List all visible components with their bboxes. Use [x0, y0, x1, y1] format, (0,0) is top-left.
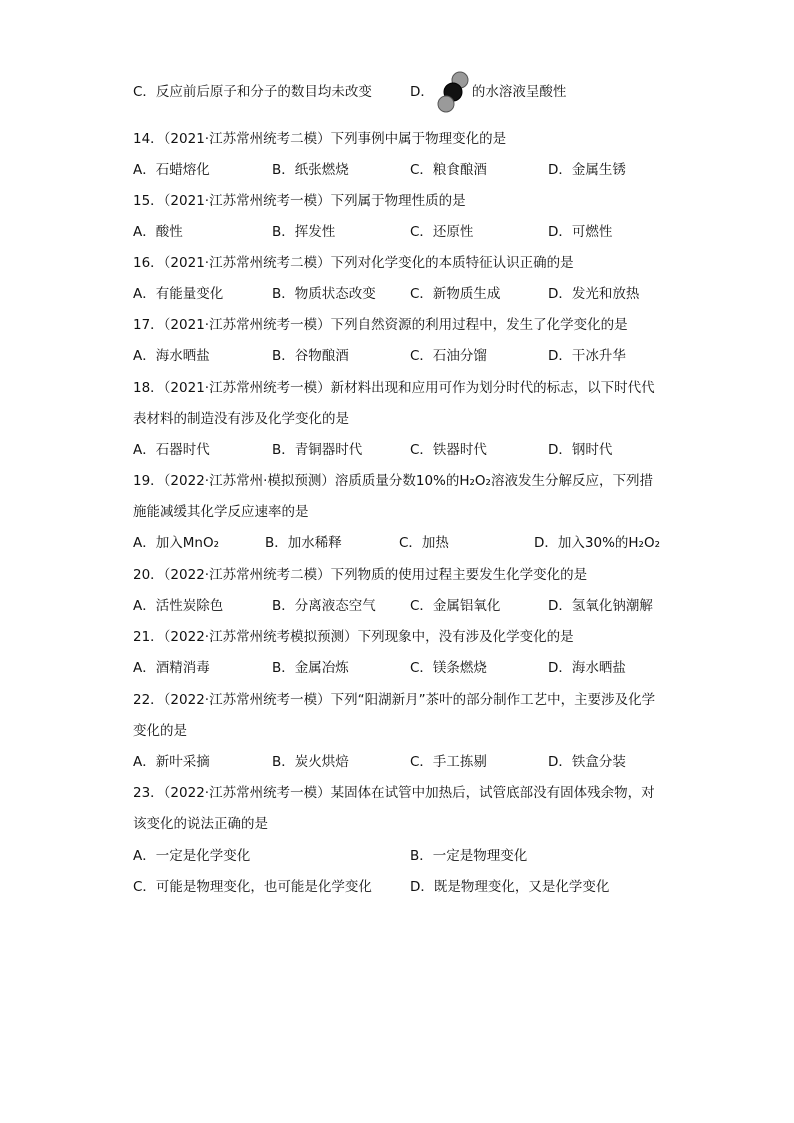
option-d: D．海水晒盐	[548, 660, 626, 676]
option-d: D．既是物理变化，又是化学变化	[410, 879, 610, 895]
option-c: C．镁条燃烧	[410, 660, 487, 676]
molecule-icon	[436, 70, 470, 114]
option-d: D．发光和放热	[548, 286, 640, 302]
option-c: C．还原性	[410, 224, 474, 240]
option-d: D．金属生锈	[548, 162, 626, 178]
option-a: A．石蜡熔化	[133, 162, 210, 178]
option-c: C．手工拣剔	[410, 754, 487, 770]
question-19-options	[133, 533, 673, 553]
question-18-stem: 18．（2021·江苏常州统考一模）新材料出现和应用可作为划分时代的标志，以下时代代	[133, 380, 655, 396]
question-19-stem-cont: 施能减缓其化学反应速率的是	[133, 504, 309, 520]
option-a: A．酒精消毒	[133, 660, 210, 676]
question-17-stem: 17．（2021·江苏常州统考一模）下列自然资源的利用过程中，发生了化学变化的是	[133, 317, 628, 333]
option-a: A．酸性	[133, 224, 183, 240]
option-a: A．一定是化学变化	[133, 848, 251, 864]
option-d: D．钢时代	[548, 442, 613, 458]
question-20-options	[133, 596, 673, 616]
option-b: B．物质状态改变	[272, 286, 376, 302]
option-b: B．金属冶炼	[272, 660, 349, 676]
option-a: A．加入MnO₂	[133, 535, 219, 551]
option-b: B．炭火烘焙	[272, 754, 349, 770]
question-18-stem-cont: 表材料的制造没有涉及化学变化的是	[133, 411, 349, 427]
option-d: D．干冰升华	[548, 348, 626, 364]
option-c: C．金属铝氧化	[410, 598, 501, 614]
option-a: A．海水晒盐	[133, 348, 210, 364]
option-a: A．石器时代	[133, 442, 210, 458]
option-c: C．铁器时代	[410, 442, 487, 458]
option-d: D． 的水溶液呈酸性	[410, 70, 566, 114]
question-17-options	[133, 346, 673, 366]
question-19-stem: 19．（2022·江苏常州·模拟预测）溶质质量分数10%的H₂O₂溶液发生分解反应，下列措	[133, 473, 653, 489]
prev-question-options	[133, 82, 372, 102]
option-b: B．纸张燃烧	[272, 162, 349, 178]
option-d: D．可燃性	[548, 224, 613, 240]
question-23-options-row1	[133, 846, 673, 866]
question-23-stem-cont: 该变化的说法正确的是	[133, 816, 268, 832]
option-b: B．一定是物理变化	[410, 848, 528, 864]
question-16-options	[133, 284, 673, 304]
option-d: D．铁盒分装	[548, 754, 626, 770]
question-21-stem: 21．（2022·江苏常州统考模拟预测）下列现象中，没有涉及化学变化的是	[133, 629, 574, 645]
question-22-stem: 22．（2022·江苏常州统考一模）下列“阳湖新月”茶叶的部分制作工艺中，主要涉及化学	[133, 692, 656, 708]
question-20-stem: 20．（2022·江苏常州统考二模）下列物质的使用过程主要发生化学变化的是	[133, 567, 588, 583]
option-d: D．氢氧化钠潮解	[548, 598, 653, 614]
option-c: C．加热	[399, 535, 449, 551]
question-22-options	[133, 752, 673, 772]
question-15-options	[133, 222, 673, 242]
question-23-stem: 23．（2022·江苏常州统考一模）某固体在试管中加热后，试管底部没有固体残余物，对	[133, 785, 655, 801]
option-b: B．挥发性	[272, 224, 336, 240]
option-c: C．反应前后原子和分子的数目均未改变	[133, 84, 372, 100]
option-a: A．活性炭除色	[133, 598, 224, 614]
question-15-stem: 15．（2021·江苏常州统考一模）下列属于物理性质的是	[133, 193, 466, 209]
question-21-options	[133, 658, 673, 678]
option-d: D．加入30%的H₂O₂	[534, 535, 661, 551]
option-c: C．粮食酿酒	[410, 162, 487, 178]
question-22-stem-cont: 变化的是	[133, 723, 187, 739]
question-16-stem: 16．（2021·江苏常州统考二模）下列对化学变化的本质特征认识正确的是	[133, 255, 574, 271]
option-c: C．新物质生成	[410, 286, 501, 302]
question-14-options	[133, 160, 673, 180]
option-b: B．加水稀释	[265, 535, 342, 551]
option-c: C．石油分馏	[410, 348, 487, 364]
question-14-stem: 14．（2021·江苏常州统考二模）下列事例中属于物理变化的是	[133, 131, 507, 147]
option-a: A．有能量变化	[133, 286, 224, 302]
option-a: A．新叶采摘	[133, 754, 210, 770]
question-23-options-row2	[133, 877, 673, 897]
question-18-options	[133, 440, 673, 460]
option-b: B．分离液态空气	[272, 598, 376, 614]
option-b: B．谷物酿酒	[272, 348, 349, 364]
option-b: B．青铜器时代	[272, 442, 363, 458]
option-c: C．可能是物理变化，也可能是化学变化	[133, 879, 372, 895]
